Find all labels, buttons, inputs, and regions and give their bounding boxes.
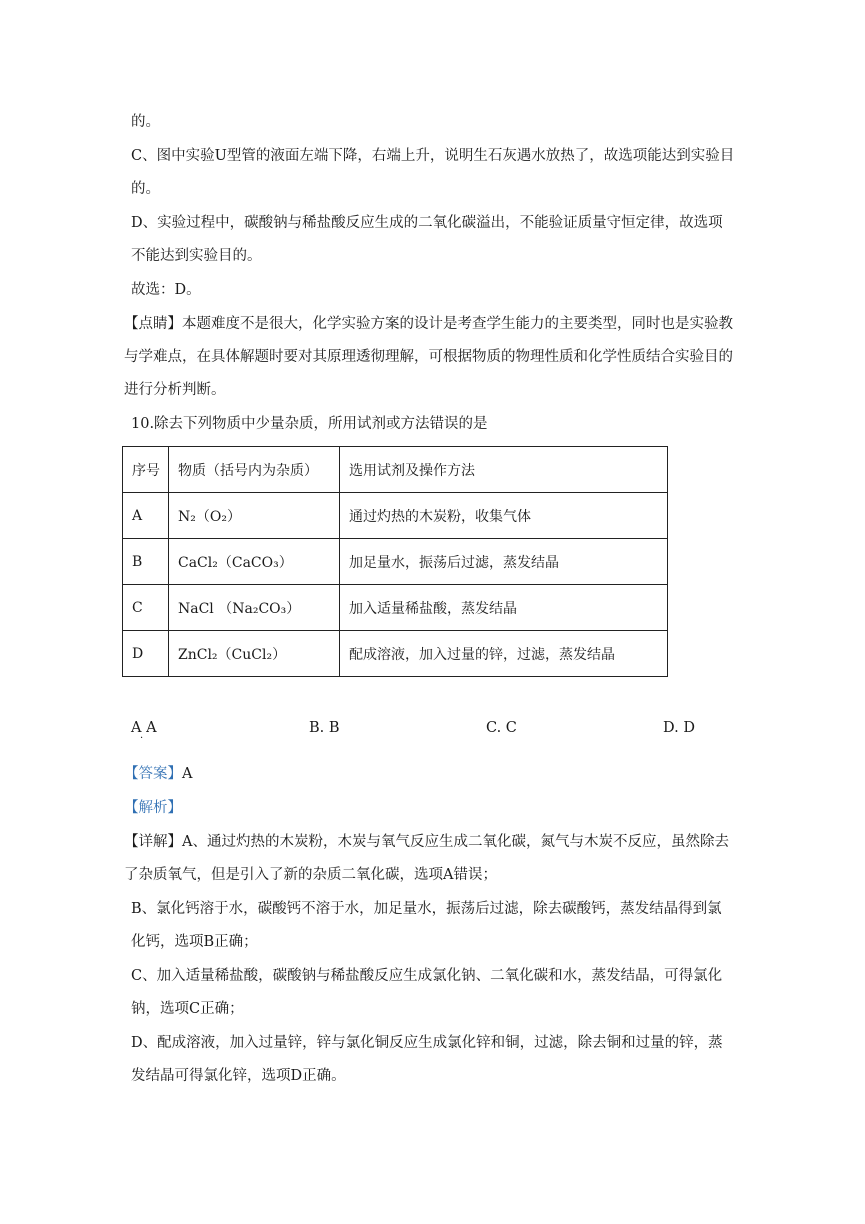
- comment-tag: 【点睛】: [124, 316, 182, 332]
- table-header: 序号: [123, 447, 169, 493]
- detail-c: C、加入适量稀盐酸，碳酸钠与稀盐酸反应生成氯化钠、二氧化碳和水，蒸发结晶，可得氯化钠，选项C正确；: [131, 968, 723, 1017]
- option-a[interactable]: A A: [131, 720, 157, 736]
- detail-b: B、氯化钙溶于水，碳酸钙不溶于水，加足量水，振荡后过滤，除去碳酸钙，蒸发结晶得到氯化钙，选项B正确；: [131, 901, 722, 950]
- paragraph-option-d: D、实验过程中，碳酸钠与稀盐酸反应生成的二氧化碳溢出，不能验证质量守恒定律，故选项不能达到实验目的。: [131, 215, 723, 264]
- row-id: D: [123, 631, 169, 677]
- detail-tag: 【详解】: [124, 834, 182, 850]
- row-substance: NaCl （Na₂CO₃）: [169, 585, 340, 631]
- comment-text: 本题难度不是很大，化学实验方案的设计是考查学生能力的主要类型，同时也是实验教与学难点，在具体解题时要对其原理透彻理解，可根据物质的物理性质和化学性质结合实验目的进行分析判断。: [124, 316, 733, 398]
- row-method: 通过灼热的木炭粉，收集气体: [340, 493, 668, 539]
- row-method: 加入适量稀盐酸，蒸发结晶: [340, 585, 668, 631]
- row-id: A: [123, 493, 169, 539]
- detail-a-text: A、通过灼热的木炭粉，木炭与氧气反应生成二氧化碳，氮气与木炭不反应，虽然除去了杂质氧气，但是引入了新的杂质二氧化碳，选项A错误；: [124, 834, 729, 883]
- row-id: C: [123, 585, 169, 631]
- answer-value: A: [182, 766, 193, 782]
- table-row: [123, 631, 668, 677]
- analysis-tag: 【解析】: [124, 800, 182, 816]
- row-substance: CaCl₂（CaCO₃）: [169, 539, 340, 585]
- question-10-stem: 10.除去下列物质中少量杂质，所用试剂或方法错误的是: [131, 416, 488, 432]
- option-d[interactable]: D. D: [663, 720, 695, 736]
- detail-a: [124, 826, 736, 892]
- table-header: 选用试剂及操作方法: [340, 447, 668, 493]
- paragraph-conclusion: 故选：D。: [131, 282, 201, 298]
- paragraph-end-prev: 的。: [131, 114, 160, 130]
- row-method: 配成溶液，加入过量的锌，过滤，蒸发结晶: [340, 631, 668, 677]
- table-row: [123, 539, 668, 585]
- table-header-row: [123, 447, 668, 493]
- row-substance: N₂（O₂）: [169, 493, 340, 539]
- option-b[interactable]: B. B: [309, 720, 340, 736]
- table-row: [123, 585, 668, 631]
- table-header: 物质（括号内为杂质）: [169, 447, 340, 493]
- option-a-dot: ·: [140, 733, 144, 744]
- row-method: 加足量水，振荡后过滤，蒸发结晶: [340, 539, 668, 585]
- option-c[interactable]: C. C: [486, 720, 517, 736]
- paragraph-option-c: C、图中实验U型管的液面左端下降，右端上升，说明生石灰遇水放热了，故选项能达到实验目的。: [131, 148, 735, 197]
- row-id: B: [123, 539, 169, 585]
- detail-d: D、配成溶液，加入过量锌，锌与氯化铜反应生成氯化锌和铜，过滤，除去铜和过量的锌，蒸发结晶可得氯化锌，选项D正确。: [131, 1035, 723, 1084]
- paragraph-comment: [124, 308, 736, 407]
- table-row: [123, 493, 668, 539]
- question-table: [122, 446, 668, 677]
- answer-tag: 【答案】: [124, 766, 182, 782]
- row-substance: ZnCl₂（CuCl₂）: [169, 631, 340, 677]
- answer-line: [124, 758, 729, 791]
